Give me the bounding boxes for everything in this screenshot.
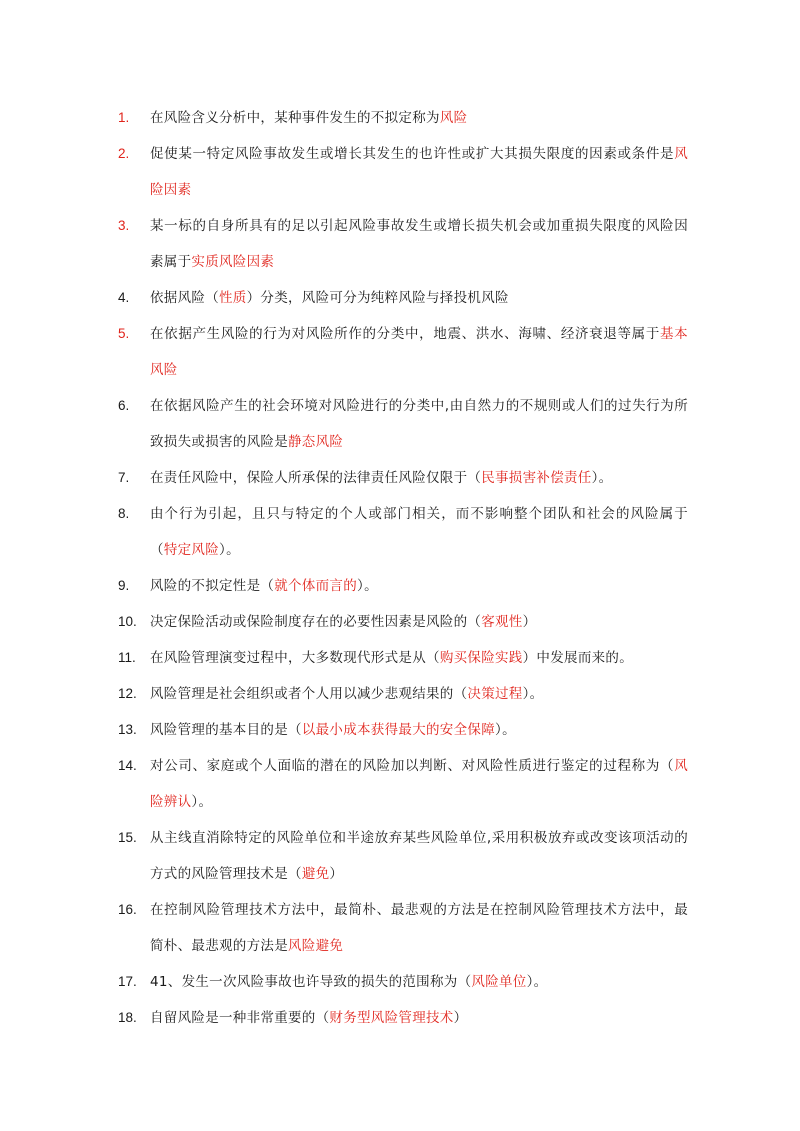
question-number: 6. [118, 398, 130, 413]
question-item [118, 136, 688, 208]
question-segment: 在风险管理演变过程中，大多数现代形式是从（ [150, 650, 440, 666]
question-item [118, 640, 688, 676]
answer-text: 购买保险实践 [439, 650, 523, 666]
answer-text: 特定风险 [163, 542, 220, 558]
question-text [150, 640, 688, 676]
question-item [118, 388, 688, 460]
question-number: 5. [118, 326, 130, 341]
answer-text: 决策过程 [467, 686, 523, 702]
answer-text: 财务型风险管理技术 [329, 1010, 454, 1026]
question-item [118, 964, 688, 1000]
question-text [150, 280, 688, 316]
answer-text: 避免 [301, 866, 330, 882]
question-item [118, 208, 688, 280]
question-number: 4. [118, 290, 130, 305]
question-number: 2. [118, 146, 130, 161]
question-number: 18. [118, 1010, 137, 1025]
question-text [150, 316, 688, 388]
answer-text: 客观性 [481, 614, 523, 630]
question-text [150, 496, 688, 568]
question-text [150, 1000, 688, 1036]
question-number: 12. [118, 686, 137, 701]
question-segment: ）。 [495, 722, 516, 738]
answer-text: 基本风险 [150, 326, 688, 378]
question-segment: ）。 [191, 794, 213, 810]
question-text [150, 892, 688, 964]
question-item [118, 604, 688, 640]
question-segment: 依据风险（ [150, 290, 219, 306]
question-item [118, 748, 688, 820]
answer-text: 实质风险因素 [191, 254, 275, 270]
question-number: 11. [118, 650, 136, 665]
answer-text: 静态风险 [288, 434, 344, 450]
question-text [150, 604, 688, 640]
answer-text: 就个体而言的 [274, 578, 358, 594]
question-item [118, 820, 688, 892]
answer-text: 风险辨认 [150, 758, 688, 810]
question-item [118, 1000, 688, 1036]
question-text [150, 820, 688, 892]
question-text [150, 388, 688, 460]
question-segment: ）中发展而来的。 [522, 650, 634, 666]
question-text [150, 712, 688, 748]
question-segment: 从主线直消除特定的风险单位和半途放弃某些风险单位,采用积极放弃或改变该项活动的方式的风险管理技术是（ [150, 830, 688, 882]
question-number: 14. [118, 758, 137, 773]
question-item [118, 496, 688, 568]
question-segment: ） [329, 866, 344, 882]
question-text [150, 748, 688, 820]
question-text [150, 100, 688, 136]
question-segment: 在责任风险中，保险人所承保的法律责任风险仅限于（ [150, 470, 482, 486]
question-segment: 在依据风险产生的社会环境对风险进行的分类中,由自然力的不规则或人们的过失行为所致损失或损害的风险是 [150, 398, 688, 450]
question-segment: ）分类，风险可分为纯粹风险与择投机风险 [246, 290, 509, 306]
question-text [150, 460, 688, 496]
question-number: 1. [118, 110, 130, 125]
question-item [118, 892, 688, 964]
question-segment: ）。 [522, 686, 544, 702]
question-text [150, 208, 688, 280]
question-segment: 由个行为引起，且只与特定的个人或部门相关，而不影响整个团队和社会的风险属于（ [150, 506, 688, 558]
question-number: 17. [118, 974, 137, 989]
question-number: 10. [118, 614, 137, 629]
question-segment: ） [453, 1010, 468, 1026]
question-segment: ） [522, 614, 537, 630]
question-text [150, 136, 688, 208]
answer-text: 以最小成本获得最大的安全保障 [301, 722, 496, 738]
question-number: 9. [118, 578, 130, 593]
question-number: 8. [118, 506, 130, 521]
question-number: 15. [118, 830, 137, 845]
answer-text: 性质 [219, 290, 247, 306]
answer-text: 风险因素 [150, 146, 688, 198]
question-item [118, 100, 688, 136]
question-item [118, 460, 688, 496]
question-segment: ）。 [357, 578, 378, 594]
question-text [150, 676, 688, 712]
question-segment: 在依据产生风险的行为对风险所作的分类中，地震、洪水、海啸、经济衰退等属于 [150, 326, 661, 342]
question-list [118, 100, 688, 1036]
question-segment: 风险的不拟定性是（ [150, 578, 275, 594]
question-segment: 风险管理的基本目的是（ [150, 722, 302, 738]
question-segment: 风险管理是社会组织或者个人用以减少悲观结果的（ [150, 686, 468, 702]
question-number: 13. [118, 722, 137, 737]
question-item [118, 712, 688, 748]
question-segment: ）。 [526, 974, 548, 990]
question-segment: ）。 [219, 542, 240, 558]
question-segment: 促使某一特定风险事故发生或增长其发生的也许性或扩大其损失限度的因素或条件是 [150, 146, 675, 162]
question-number: 16. [118, 902, 137, 917]
question-segment: ）。 [591, 470, 613, 486]
question-segment: 在控制风险管理技术方法中，最简朴、最悲观的方法是在控制风险管理技术方法中，最简朴、最悲观的方法是 [150, 902, 688, 954]
question-segment: 自留风险是一种非常重要的（ [150, 1010, 330, 1026]
question-item [118, 316, 688, 388]
question-segment: 41、发生一次风险事故也许导致的损失的范围称为（ [150, 974, 472, 990]
question-number: 7. [118, 470, 130, 485]
question-item [118, 676, 688, 712]
question-segment: 某一标的自身所具有的足以引起风险事故发生或增长损失机会或加重损失限度的风险因素属于 [150, 218, 688, 270]
answer-text: 风险 [439, 110, 468, 126]
answer-text: 风险避免 [288, 938, 344, 954]
question-text [150, 964, 688, 1000]
question-text [150, 568, 688, 604]
question-number: 3. [118, 218, 130, 233]
answer-text: 风险单位 [471, 974, 527, 990]
answer-text: 民事损害补偿责任 [481, 470, 592, 486]
question-segment: 在风险含义分析中，某种事件发生的不拟定称为 [150, 110, 440, 126]
question-item [118, 280, 688, 316]
question-segment: 对公司、家庭或个人面临的潜在的风险加以判断、对风险性质进行鉴定的过程称为（ [150, 758, 675, 774]
question-segment: 决定保险活动或保险制度存在的必要性因素是风险的（ [150, 614, 482, 630]
question-item [118, 568, 688, 604]
